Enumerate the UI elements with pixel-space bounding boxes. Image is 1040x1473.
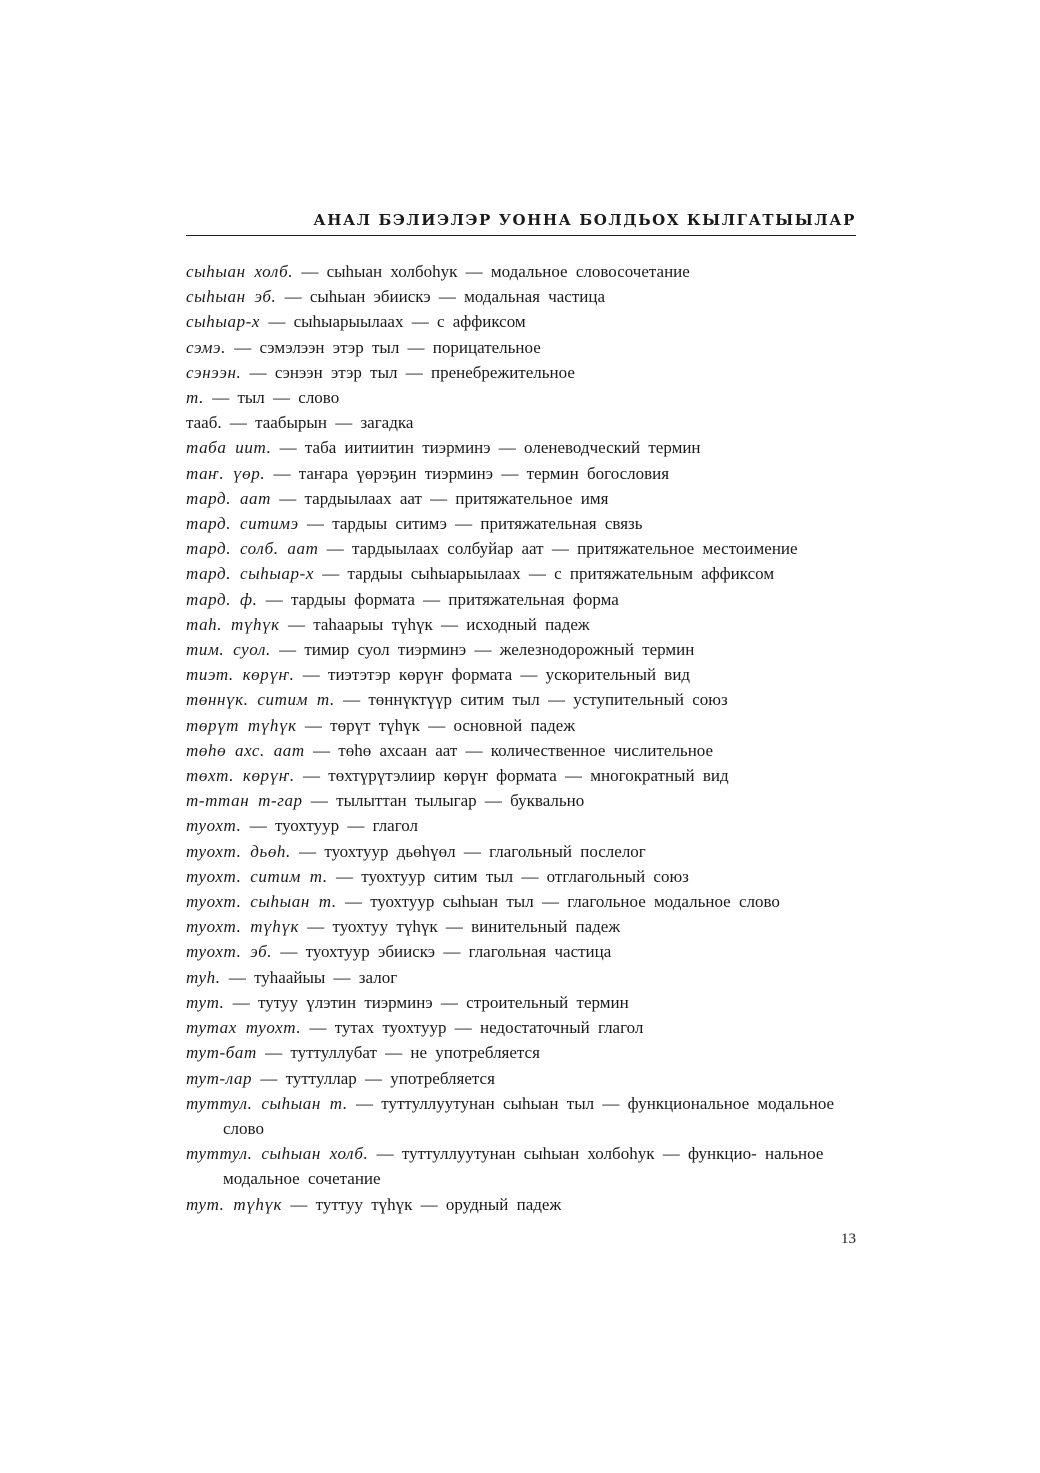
list-item — [186, 1141, 856, 1191]
entry-abbreviation: таба иит. — [186, 438, 272, 458]
list-item — [186, 309, 856, 334]
list-item — [186, 637, 856, 662]
list-item — [186, 965, 856, 990]
entry-definition: — туохтуур — глагол — [241, 816, 419, 836]
entry-definition: — туттуллуутунан сыһыан тыл — функциональное модальное слово — [223, 1093, 835, 1138]
entry-abbreviation: тут. түһүк — [186, 1194, 283, 1214]
entry-definition: — сэнээн этэр тыл — пренебрежительное — [241, 362, 575, 382]
entry-abbreviation: туттул. сыһыан т. — [186, 1093, 348, 1113]
entry-abbreviation: сыһыар-х — [186, 312, 261, 332]
entry-abbreviation: таҥ. үөр. — [186, 463, 266, 483]
entry-abbreviation: тим. суол. — [186, 640, 271, 660]
entry-definition: — таҥара үөрэҕин тиэрминэ — термин богословия — [265, 463, 670, 483]
list-item — [186, 864, 856, 889]
entry-abbreviation: тард. солб. аат — [186, 539, 319, 559]
header-rule — [186, 235, 856, 236]
entry-abbreviation: төрүт түһүк — [186, 715, 297, 735]
list-item — [186, 990, 856, 1015]
entry-definition: — туттуллубат — не употребляется — [256, 1043, 540, 1063]
entry-abbreviation: туһ. — [186, 967, 221, 987]
page-number: 13 — [841, 1231, 856, 1247]
entry-definition: — тиэтэтэр көрүҥ формата — ускорительный вид — [294, 665, 691, 685]
list-item — [186, 1040, 856, 1065]
list-item — [186, 561, 856, 586]
entry-definition: — туохтуур эбиискэ — глагольная частица — [272, 942, 612, 962]
entry-definition: — тардыы сыһыарыылаах — с притяжательным аффиксом — [314, 564, 775, 584]
list-item — [186, 914, 856, 939]
entry-definition: — туохтуу түһүк — винительный падеж — [299, 917, 621, 937]
entry-abbreviation: тард. ситимэ — [186, 514, 299, 534]
abbreviation-list — [186, 259, 856, 1217]
entry-abbreviation: сыһыан эб. — [186, 287, 277, 307]
list-item — [186, 1015, 856, 1040]
entry-definition: тааб. — таабырын — загадка — [186, 413, 414, 433]
list-item — [186, 259, 856, 284]
entry-definition: — тутуу үлэтин тиэрминэ — строительный термин — [224, 992, 629, 1012]
entry-definition: — туттуллуутунан сыһыан холбоһук — функцио- нальное модальное сочетание — [223, 1144, 824, 1189]
entry-definition: — тардыылаах солбуйар аат — притяжательное местоимение — [318, 539, 798, 559]
entry-definition: — тардыы формата — притяжательная форма — [257, 589, 619, 609]
entry-abbreviation: тард. сыһыар-х — [186, 564, 315, 584]
entry-abbreviation: туохт. — [186, 816, 242, 836]
entry-abbreviation: тут-лар — [186, 1068, 253, 1088]
list-item — [186, 939, 856, 964]
list-item — [186, 687, 856, 712]
entry-abbreviation: т. — [186, 388, 204, 408]
list-item — [186, 587, 856, 612]
list-item — [186, 1091, 856, 1141]
entry-definition: — тимир суол тиэрминэ — железнодорожный термин — [270, 640, 695, 660]
entry-definition: — тылыттан тылыгар — буквально — [302, 791, 585, 811]
entry-definition: — туохтуур дьөһүөл — глагольный послелог — [290, 841, 646, 861]
list-item — [186, 763, 856, 788]
list-item — [186, 360, 856, 385]
entry-abbreviation: таһ. түһүк — [186, 614, 280, 634]
list-item — [186, 889, 856, 914]
entry-abbreviation: тард. аат — [186, 488, 272, 508]
entry-abbreviation: төннүк. ситим т. — [186, 690, 335, 710]
list-item — [186, 486, 856, 511]
entry-definition: — сыһыан холбоһук — модальное словосочетание — [293, 262, 690, 281]
entry-abbreviation: тут-бат — [186, 1043, 257, 1063]
entry-abbreviation: төһө ахс. аат — [186, 740, 305, 760]
list-item — [186, 335, 856, 360]
list-item — [186, 536, 856, 561]
entry-definition: — таһаарыы түһүк — исходный падеж — [279, 614, 590, 634]
entry-definition: — таба иитиитин тиэрминэ — оленеводческий термин — [271, 438, 701, 458]
entry-abbreviation: туохт. ситим т. — [186, 866, 328, 886]
entry-definition: — төннүктүүр ситим тыл — уступительный союз — [334, 690, 728, 710]
list-item — [186, 1192, 856, 1217]
entry-definition: — сыһыарыылаах — с аффиксом — [260, 312, 526, 332]
entry-abbreviation: туохт. дьөһ. — [186, 841, 291, 861]
entry-abbreviation: сэмэ. — [186, 337, 226, 357]
entry-definition: — туохтуур сыһыан тыл — глагольное модальное слово — [336, 892, 780, 912]
entry-abbreviation: туохт. эб. — [186, 942, 273, 962]
entry-abbreviation: сэнээн. — [186, 362, 242, 382]
entry-abbreviation: төхт. көрүҥ. — [186, 766, 295, 786]
entry-definition: — туохтуур ситим тыл — отглагольный союз — [327, 866, 689, 886]
list-item — [186, 813, 856, 838]
list-item — [186, 713, 856, 738]
entry-abbreviation: туттул. сыһыан холб. — [186, 1144, 369, 1164]
entry-definition: — сыһыан эбиискэ — модальная частица — [276, 287, 605, 307]
entry-definition: — сэмэлээн этэр тыл — порицательное — [226, 337, 541, 357]
list-item — [186, 461, 856, 486]
entry-definition: — туттуллар — употребляется — [252, 1068, 495, 1088]
list-item — [186, 788, 856, 813]
list-item — [186, 839, 856, 864]
list-item — [186, 284, 856, 309]
entry-abbreviation: т-ттан т-гар — [186, 791, 303, 811]
entry-abbreviation: туохт. сыһыан т. — [186, 892, 337, 912]
list-item — [186, 1066, 856, 1091]
list-item — [186, 738, 856, 763]
entry-definition: — төһө ахсаан аат — количественное числительное — [304, 740, 714, 760]
list-item — [186, 385, 856, 410]
list-item — [186, 410, 856, 435]
entry-abbreviation: сыһыан холб. — [186, 262, 294, 281]
entry-definition: — төхтүрүтэлиир көрүҥ формата — многократный вид — [294, 766, 729, 786]
list-item — [186, 612, 856, 637]
entry-abbreviation: тутах туохт. — [186, 1018, 302, 1038]
list-item — [186, 662, 856, 687]
entry-definition: — туттуу түһүк — орудный падеж — [282, 1194, 562, 1214]
running-header: АНАЛ БЭЛИЭЛЭР УОННА БОЛДЬОХ КЫЛГАТЫЫЛАР — [313, 211, 856, 229]
entry-definition: — тутах туохтуур — недостаточный глагол — [301, 1018, 644, 1038]
entry-abbreviation: туохт. түһүк — [186, 917, 300, 937]
entry-abbreviation: тиэт. көрүҥ. — [186, 665, 295, 685]
entry-abbreviation: тард. ф. — [186, 589, 258, 609]
entry-definition: — төрүт түһүк — основной падеж — [296, 715, 576, 735]
entry-abbreviation: тут. — [186, 992, 225, 1012]
list-item — [186, 511, 856, 536]
entry-definition: — туһаайыы — залог — [220, 967, 398, 987]
list-item — [186, 435, 856, 460]
entry-definition: — тардыы ситимэ — притяжательная связь — [298, 514, 643, 534]
entry-definition: — тардыылаах аат — притяжательное имя — [271, 488, 609, 508]
entry-definition: — тыл — слово — [203, 388, 340, 408]
